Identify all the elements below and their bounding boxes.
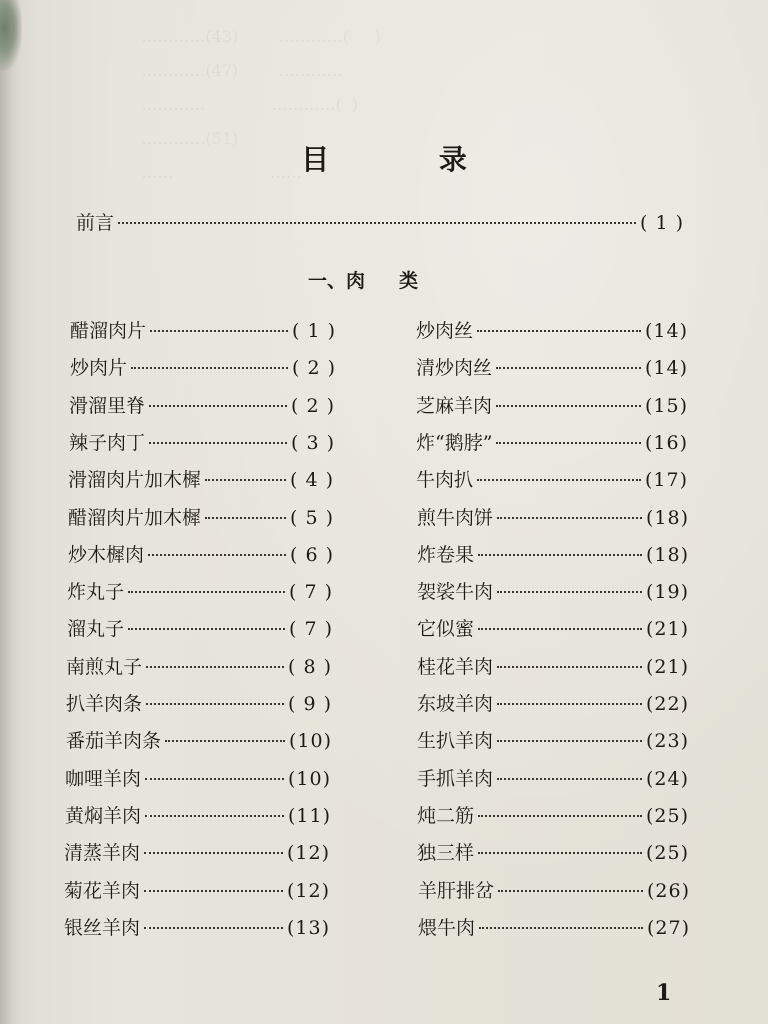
dot-leader xyxy=(478,554,642,556)
dot-leader xyxy=(477,330,641,332)
dot-leader xyxy=(145,778,284,780)
entry-name: 咖哩羊肉 xyxy=(65,767,142,790)
toc-entry[interactable] xyxy=(417,614,689,641)
toc-entry[interactable] xyxy=(67,577,333,604)
dot-leader xyxy=(128,591,285,593)
entry-name: 银丝羊肉 xyxy=(64,916,141,939)
toc-entry[interactable] xyxy=(64,876,330,903)
entry-page: ( 8 ) xyxy=(288,655,332,678)
entry-name: 扒羊肉条 xyxy=(66,693,143,715)
toc-entry[interactable] xyxy=(417,689,689,716)
entry-name: 南煎丸子 xyxy=(66,655,143,678)
toc-entry[interactable] xyxy=(65,764,331,791)
toc-entry[interactable] xyxy=(417,764,689,791)
entry-name: 手抓羊肉 xyxy=(417,767,494,790)
toc-entry[interactable] xyxy=(416,391,688,418)
entry-name: 炒肉丝 xyxy=(416,320,474,342)
toc-entry[interactable] xyxy=(417,540,689,567)
dot-leader xyxy=(479,927,643,929)
entry-page: (14) xyxy=(644,357,688,380)
dot-leader xyxy=(150,330,288,332)
entry-page: ( 3 ) xyxy=(291,431,335,454)
toc-entry[interactable] xyxy=(68,540,334,567)
entry-name: 炸丸子 xyxy=(67,581,125,604)
toc-entry[interactable] xyxy=(418,876,690,903)
entry-name: 醋溜肉片加木樨 xyxy=(68,506,202,529)
dot-leader xyxy=(478,815,642,817)
entry-name: 醋溜肉片 xyxy=(70,320,147,342)
dot-leader xyxy=(497,666,642,668)
dot-leader xyxy=(497,703,642,705)
entry-page: (16) xyxy=(644,431,688,454)
entry-name: 东坡羊肉 xyxy=(417,693,494,715)
toc-entry[interactable] xyxy=(417,838,689,865)
dot-leader xyxy=(498,890,643,892)
entry-page: (19) xyxy=(645,581,689,604)
toc-entry[interactable] xyxy=(67,614,333,641)
entry-name: 独三样 xyxy=(417,842,475,865)
entry-page: (23) xyxy=(645,730,689,753)
toc-entry[interactable] xyxy=(64,838,330,865)
page-corner-stain xyxy=(0,0,22,70)
entry-page: (17) xyxy=(644,469,688,492)
entry-page: ( 2 ) xyxy=(292,357,336,380)
toc-entry[interactable] xyxy=(418,913,690,940)
entry-name: 桂花羊肉 xyxy=(417,655,494,678)
toc-entry[interactable] xyxy=(70,353,336,380)
entry-page: (13) xyxy=(286,916,330,939)
entry-page: ( 7 ) xyxy=(289,581,333,604)
toc-entry[interactable] xyxy=(66,726,332,753)
toc-entry-preface[interactable] xyxy=(76,208,684,235)
dot-leader xyxy=(497,591,642,593)
dot-leader xyxy=(144,890,283,892)
entry-page: ( 9 ) xyxy=(288,693,332,715)
entry-name: 炒肉片 xyxy=(70,357,128,380)
entry-page: ( 2 ) xyxy=(291,394,335,417)
section-number: 一、 xyxy=(308,270,347,292)
entry-page: (18) xyxy=(645,543,689,566)
dot-leader xyxy=(145,815,284,817)
dot-leader xyxy=(205,517,286,519)
toc-entry[interactable] xyxy=(70,316,336,343)
entry-page: (24) xyxy=(645,767,689,790)
dot-leader xyxy=(146,703,284,705)
entry-name: 滑溜肉片加木樨 xyxy=(68,469,202,492)
dot-leader xyxy=(205,479,286,481)
dot-leader xyxy=(477,479,641,481)
dot-leader xyxy=(497,778,642,780)
entry-page: (11) xyxy=(287,804,331,827)
entry-name: 羊肝排岔 xyxy=(418,879,495,902)
toc-entry[interactable] xyxy=(68,465,334,492)
dot-leader xyxy=(128,628,285,630)
toc-entry[interactable] xyxy=(417,503,689,530)
entry-name: 煎牛肉饼 xyxy=(417,506,494,529)
entry-page: (25) xyxy=(645,842,689,865)
entry-name: 辣子肉丁 xyxy=(69,431,146,454)
section-label-b: 类 xyxy=(399,270,419,292)
entry-page: (27) xyxy=(646,916,690,939)
toc-entry[interactable] xyxy=(69,428,335,455)
entry-name: 生扒羊肉 xyxy=(417,730,494,753)
dot-leader xyxy=(478,628,642,630)
toc-entry[interactable] xyxy=(68,503,334,530)
toc-entry[interactable] xyxy=(417,726,689,753)
entry-name: 芝麻羊肉 xyxy=(416,394,493,417)
dot-leader xyxy=(131,367,288,369)
entry-page: (26) xyxy=(646,879,690,902)
entry-name: 清蒸羊肉 xyxy=(64,842,141,865)
entry-name: 滑溜里脊 xyxy=(69,394,146,417)
toc-entry[interactable] xyxy=(66,652,332,679)
entry-page: (12) xyxy=(286,879,330,902)
section-label-a: 肉 xyxy=(346,270,366,292)
page-number: 1 xyxy=(656,980,672,1006)
dot-leader xyxy=(496,367,641,369)
entry-name: 它似蜜 xyxy=(417,618,475,641)
dot-leader xyxy=(148,554,286,556)
entry-name: 炸卷果 xyxy=(417,543,475,566)
entry-name: 炸“鹅脖” xyxy=(416,431,493,454)
toc-entry[interactable] xyxy=(416,316,688,343)
entry-name: 菊花羊肉 xyxy=(64,879,141,902)
entry-name: 牛肉扒 xyxy=(416,469,474,492)
entry-name: 袈裟牛肉 xyxy=(417,581,494,604)
entry-page: ( 1 ) xyxy=(640,212,684,234)
dot-leader xyxy=(165,740,285,742)
entry-page: ( 6 ) xyxy=(290,543,334,566)
entry-page: (10) xyxy=(287,767,331,790)
toc-entry[interactable] xyxy=(64,913,330,940)
toc-entry[interactable] xyxy=(417,577,689,604)
dot-leader xyxy=(496,442,641,444)
toc-entry[interactable] xyxy=(66,689,332,716)
dot-leader xyxy=(496,405,641,407)
dot-leader xyxy=(149,405,287,407)
dot-leader xyxy=(149,442,287,444)
entry-name: 炖二筋 xyxy=(417,804,475,827)
entry-page: ( 4 ) xyxy=(290,469,334,492)
toc-entry[interactable] xyxy=(416,428,688,455)
entry-name: 炒木樨肉 xyxy=(68,543,145,566)
entry-name: 黄焖羊肉 xyxy=(65,804,142,827)
dot-leader xyxy=(478,852,642,854)
entry-name: 番茄羊肉条 xyxy=(66,730,162,753)
toc-entry[interactable] xyxy=(416,465,688,492)
dot-leader xyxy=(497,517,642,519)
show-through-texture: …………(43) …………( ) …………(47) ………… ………… …………( ) …………(51) …… …… xyxy=(141,27,381,182)
toc-entry[interactable] xyxy=(417,652,689,679)
section-heading xyxy=(308,266,418,293)
toc-entry[interactable] xyxy=(69,391,335,418)
entry-page: ( 1 ) xyxy=(292,320,336,342)
entry-page: (18) xyxy=(645,506,689,529)
entry-name: 前言 xyxy=(76,212,115,234)
entry-page: ( 5 ) xyxy=(290,506,334,529)
dot-leader xyxy=(144,927,283,929)
dot-leader xyxy=(497,740,642,742)
toc-title: 目 录 xyxy=(301,143,517,176)
dot-leader xyxy=(118,222,636,224)
entry-page: (12) xyxy=(286,842,330,865)
entry-page: ( 7 ) xyxy=(289,618,333,641)
dot-leader xyxy=(144,852,283,854)
entry-page: (21) xyxy=(645,655,689,678)
toc-entry[interactable] xyxy=(417,801,689,828)
toc-entry[interactable] xyxy=(416,353,688,380)
dot-leader xyxy=(146,666,284,668)
entry-name: 清炒肉丝 xyxy=(416,357,493,380)
entry-page: (22) xyxy=(645,693,689,715)
entry-page: (10) xyxy=(288,730,332,753)
entry-page: (21) xyxy=(645,618,689,641)
entry-page: (14) xyxy=(644,320,688,342)
entry-name: 溜丸子 xyxy=(67,618,125,641)
entry-page: (15) xyxy=(644,394,688,417)
entry-name: 煨牛肉 xyxy=(418,916,476,939)
entry-page: (25) xyxy=(645,804,689,827)
toc-entry[interactable] xyxy=(65,801,331,828)
